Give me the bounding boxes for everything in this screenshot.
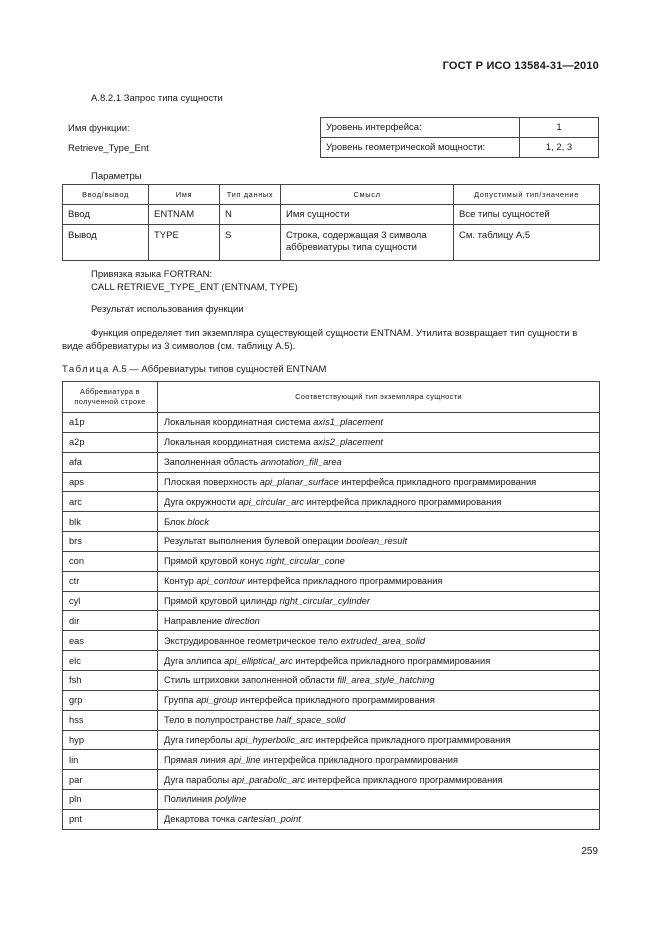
abbr-cell: a1p [63,413,158,433]
abbr-cell: pnt [63,809,158,829]
param-header-io: Ввод/вывод [63,185,149,205]
type-text: Плоская поверхность [164,476,260,487]
param-cell: Строка, содержащая 3 символа аббревиатуры типа сущности [281,225,454,261]
param-cell: См. таблицу А.5 [454,225,600,261]
entity-name: api_parabolic_arc [231,774,306,785]
entity-name: api_hyperbolic_arc [235,734,314,745]
type-text: Дуга гиперболы [164,734,236,745]
entity-name: polyline [214,794,247,805]
interface-level-table [320,117,599,158]
type-cell [158,591,600,611]
table-caption-text: А.5 — Аббревиатуры типов сущностей ENTNAM [112,364,327,375]
entity-name: block [187,516,210,527]
type-cell [158,492,600,512]
abbr-cell: fsh [63,670,158,690]
type-text: Группа [164,695,197,706]
type-cell [158,651,600,671]
param-cell: ENTNAM [149,205,220,225]
type-text: Заполненная область [164,457,261,468]
param-header-name: Имя [149,185,220,205]
type-cell [158,809,600,829]
table-row [63,750,600,770]
type-text-suffix: интерфейса прикладного программирования [244,576,443,587]
abbr-cell: lin [63,750,158,770]
table-row [63,551,600,571]
table-row [63,631,600,651]
type-text: Блок [164,516,188,527]
entity-name: axis2_placement [313,437,384,448]
table-row [63,452,600,472]
type-text: Стиль штриховки заполненной области [164,675,338,686]
abbr-cell: hss [63,710,158,730]
type-column-header: Соответствующий тип экземпляра сущности [158,382,600,413]
type-cell [158,611,600,631]
entity-name: api_line [228,754,261,765]
table-row [63,690,600,710]
function-name-label: Имя функции: [68,123,130,134]
param-cell: Вывод [63,225,149,261]
type-text-suffix: интерфейса прикладного программирования [313,734,511,745]
table-row [63,790,600,810]
type-text-suffix: интерфейса прикладного программирования [338,476,537,487]
section-title: А.8.2.1 Запрос типа сущности [91,93,223,104]
type-cell [158,551,600,571]
param-cell: Имя сущности [281,205,454,225]
entity-name: boolean_result [346,536,408,547]
fortran-block [91,268,298,294]
table-label: Таблица [62,364,110,375]
type-text: Дуга параболы [164,774,232,785]
abbreviation-table [62,381,600,830]
type-cell [158,631,600,651]
abbr-cell: aps [63,472,158,492]
type-text-suffix: интерфейса прикладного программирования [303,496,502,507]
type-cell [158,690,600,710]
abbr-cell: eas [63,631,158,651]
type-text-suffix: интерфейса прикладного программирования [237,695,435,706]
type-text: Декартова точка [164,814,238,825]
type-cell [158,730,600,750]
param-header-meaning: Смысл [281,185,454,205]
table-row [63,413,600,433]
type-text: Локальная координатная система [164,437,314,448]
type-text: Дуга окружности [164,496,239,507]
abbr-cell: pln [63,790,158,810]
type-cell [158,750,600,770]
entity-name: annotation_fill_area [260,457,342,468]
result-title: Результат использования функции [91,304,244,315]
abbr-cell: a2p [63,432,158,452]
entity-name: half_space_solid [276,715,346,726]
entity-name: api_planar_surface [259,476,339,487]
entity-name: axis1_placement [313,417,384,428]
type-cell [158,770,600,790]
type-cell [158,670,600,690]
abbr-cell: ctr [63,571,158,591]
table-row [63,809,600,829]
geom-power-value: 1, 2, 3 [520,138,599,158]
type-text: Направление [164,615,225,626]
abbr-cell: dir [63,611,158,631]
type-cell [158,432,600,452]
abbr-cell: hyp [63,730,158,750]
abbr-cell: grp [63,690,158,710]
entity-name: api_elliptical_arc [224,655,293,666]
type-cell [158,512,600,532]
table-row [63,512,600,532]
type-cell [158,452,600,472]
abbr-column-header: Аббревиатура в полученной строке [63,382,158,413]
table-row [63,472,600,492]
type-cell [158,413,600,433]
type-cell [158,532,600,552]
abbr-cell: elc [63,651,158,671]
type-text: Экструдированное геометрическое тело [164,635,341,646]
entity-name: api_contour [196,576,245,587]
parameters-title: Параметры [91,171,142,182]
table-row [63,670,600,690]
interface-level-value: 1 [520,118,599,138]
table-row [63,710,600,730]
table-row [63,432,600,452]
type-text: Локальная координатная система [164,417,314,428]
result-paragraph: Функция определяет тип экземпляра существующей сущности ENTNAM. Утилита возвращает тип сущности в виде аббревиатуры из 3 символов (см. таблицу А.5). [62,328,578,352]
table-row [63,611,600,631]
entity-name: right_circular_cylinder [279,596,370,607]
param-cell: N [220,205,281,225]
type-cell [158,790,600,810]
fortran-call: CALL RETRIEVE_TYPE_ENT (ENTNAM, TYPE) [91,282,298,293]
type-text-suffix: интерфейса прикладного программирования [292,655,491,666]
type-text: Тело в полупространстве [164,715,277,726]
abbr-cell: brs [63,532,158,552]
type-text: Результат выполнения булевой операции [164,536,347,547]
table-row [63,651,600,671]
abbr-cell: blk [63,512,158,532]
entity-name: right_circular_cone [266,556,345,567]
type-cell [158,710,600,730]
param-cell: Все типы сущностей [454,205,600,225]
function-name-value: Retrieve_Type_Ent [68,143,149,154]
param-cell: TYPE [149,225,220,261]
table-row [63,492,600,512]
page-number: 259 [581,846,598,857]
type-cell [158,472,600,492]
type-text-suffix: интерфейса прикладного программирования [305,774,503,785]
entity-name: fill_area_style_hatching [337,675,435,686]
table-row [63,730,600,750]
abbr-cell: arc [63,492,158,512]
param-cell: Ввод [63,205,149,225]
standard-header: ГОСТ Р ИСО 13584-31—2010 [442,60,599,72]
entity-name: extruded_area_solid [340,635,426,646]
type-text: Прямая линия [164,754,229,765]
table-row [63,532,600,552]
type-text: Прямой круговой конус [164,556,267,567]
type-text: Полилиния [164,794,215,805]
param-header-type: Тип данных [220,185,281,205]
type-cell [158,571,600,591]
geom-power-label: Уровень геометрической мощности: [321,138,520,158]
abbr-cell: par [63,770,158,790]
table-row [63,770,600,790]
param-header-allowed: Допустимый тип/значение [454,185,600,205]
table-row [63,591,600,611]
table-row [63,571,600,591]
table-caption [62,364,326,375]
fortran-title: Привязка языка FORTRAN: [91,269,213,280]
abbr-cell: cyl [63,591,158,611]
type-text: Контур [164,576,197,587]
type-text: Прямой круговой цилиндр [164,596,280,607]
abbr-cell: con [63,551,158,571]
parameters-table [62,184,600,261]
entity-name: cartesian_point [237,814,301,825]
entity-name: direction [224,615,260,626]
entity-name: api_group [196,695,238,706]
type-text: Дуга эллипса [164,655,225,666]
abbr-cell: afa [63,452,158,472]
interface-level-label: Уровень интерфейса: [321,118,520,138]
type-text-suffix: интерфейса прикладного программирования [260,754,459,765]
param-cell: S [220,225,281,261]
entity-name: api_circular_arc [238,496,304,507]
